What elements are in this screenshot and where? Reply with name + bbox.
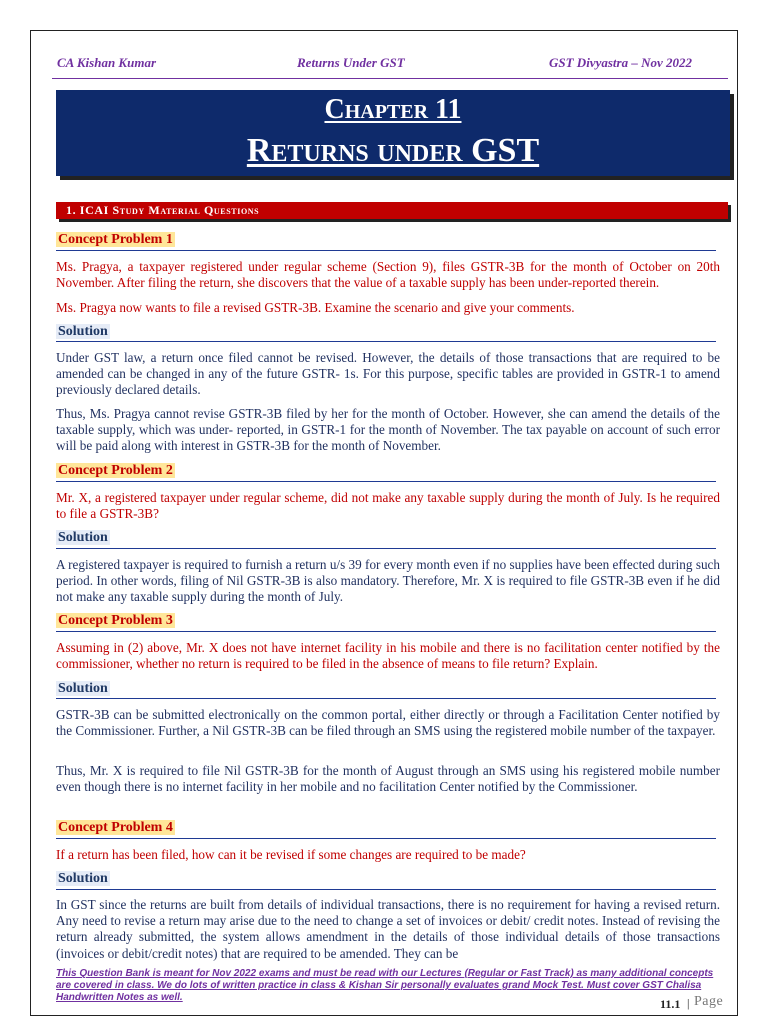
solution-heading: Solution [58, 871, 108, 886]
header-edition: GST Divyastra – Nov 2022 [549, 55, 692, 70]
page-number: 11.1 [660, 997, 681, 1011]
solution-paragraph: GSTR-3B can be submitted electronically on the common portal, either directly or through a Facilitation Center notified by the Commissioner. Further, a Nil GSTR-3B can be filed through an SMS using the registered mobile number of the taxpayer. [56, 707, 720, 739]
chapter-number: Chapter 11 [324, 94, 462, 125]
question-paragraph: Ms. Pragya now wants to file a revised GSTR-3B. Examine the scenario and give your comments. [56, 300, 575, 315]
solution-heading: Solution [58, 681, 108, 696]
header-subject: Returns Under GST [297, 55, 405, 70]
question-paragraph: Ms. Pragya, a taxpayer registered under regular scheme (Section 9), files GSTR-3B for the month of October on 20th November. After filing the return, she discovers that the value of a taxable supply has been under-reported therein. [56, 259, 720, 291]
divider [56, 838, 716, 839]
concept-problem-2-heading [56, 463, 716, 479]
section-heading: 1. ICAI Study Material Questions [66, 203, 260, 217]
solution-paragraph: Thus, Mr. X is required to file Nil GSTR-3B for the month of August through an SMS using his registered mobile number even though there is no internet facility in her mobile and no facilitation Center notified by the Commissioner. [56, 763, 720, 795]
concept-problem-4-heading [56, 820, 716, 836]
concept-problem-label: Concept Problem 3 [58, 613, 173, 628]
page-separator: | [687, 996, 690, 1010]
divider [56, 481, 716, 482]
solution-paragraph: In GST since the returns are built from details of individual transactions, there is no requirement for having a revised return. Any need to revise a return may arise due to the need to change a set of invoices or debit/ credit notes. Instead of revising the return already submitted, the system allows amendment in the details of those individual details of those transactions (invoices or debit/credit notes) that are required to be amended. They can be [56, 897, 720, 961]
divider [56, 698, 716, 699]
page-border [30, 30, 738, 1016]
solution-paragraph: Under GST law, a return once filed cannot be revised. However, the details of those transactions that are required to be amended can be changed in any of the future GSTR- 1s. For this purpose, specific tables are provided in GSTR-1 to amend previously declared details. [56, 350, 720, 398]
solution-paragraph: A registered taxpayer is required to furnish a return u/s 39 for every month even if no supplies have been effected during such period. In other words, filing of Nil GSTR-3B is also mandatory. Therefore, Mr. X is required to file GSTR-3B even if he did not make any taxable supply during the month of July. [56, 557, 720, 605]
solution-heading: Solution [58, 324, 108, 339]
concept-problem-label: Concept Problem 4 [58, 820, 173, 835]
concept-problem-1-heading [56, 232, 716, 248]
solution-paragraph: Thus, Ms. Pragya cannot revise GSTR-3B filed by her for the month of October. However, she can amend the details of the taxable supply, which was under- reported, in GSTR-1 for the month of November. The tax payable on account of such error will be paid along with interest in GSTR-3B for the month of November. [56, 406, 720, 454]
question-paragraph: Assuming in (2) above, Mr. X does not have internet facility in his mobile and there is no facilitation center notified by the commissioner, whether no return is required to be filed in the absence of means to file return? Explain. [56, 640, 720, 672]
chapter-title: Returns under GST [246, 132, 540, 169]
concept-problem-label: Concept Problem 2 [58, 463, 173, 478]
header-divider [52, 78, 728, 79]
question-paragraph: If a return has been filed, how can it be revised if some changes are required to be made? [56, 847, 526, 862]
concept-problem-3-heading [56, 613, 716, 629]
chapter-banner [56, 90, 730, 176]
footer-note: This Question Bank is meant for Nov 2022 exams and must be read with our Lectures (Regular or Fast Track) as many additional concepts are covered in class. We do lots of written practice in class & Kishan Sir personally evaluates grand Mock Test. Must cover GST Chalisa Handwritten Notes as well. [56, 968, 714, 1003]
question-paragraph: Mr. X, a registered taxpayer under regular scheme, did not make any taxable supply during the month of July. Is he required to file a GSTR-3B? [56, 490, 720, 522]
concept-problem-label: Concept Problem 1 [58, 232, 173, 247]
solution-heading: Solution [58, 530, 108, 545]
section-heading-bar [56, 202, 728, 219]
page-label: Page [694, 994, 724, 1009]
divider [56, 548, 716, 549]
divider [56, 631, 716, 632]
divider [56, 889, 716, 890]
divider [56, 341, 716, 342]
divider [56, 250, 716, 251]
header-author: CA Kishan Kumar [57, 55, 156, 70]
